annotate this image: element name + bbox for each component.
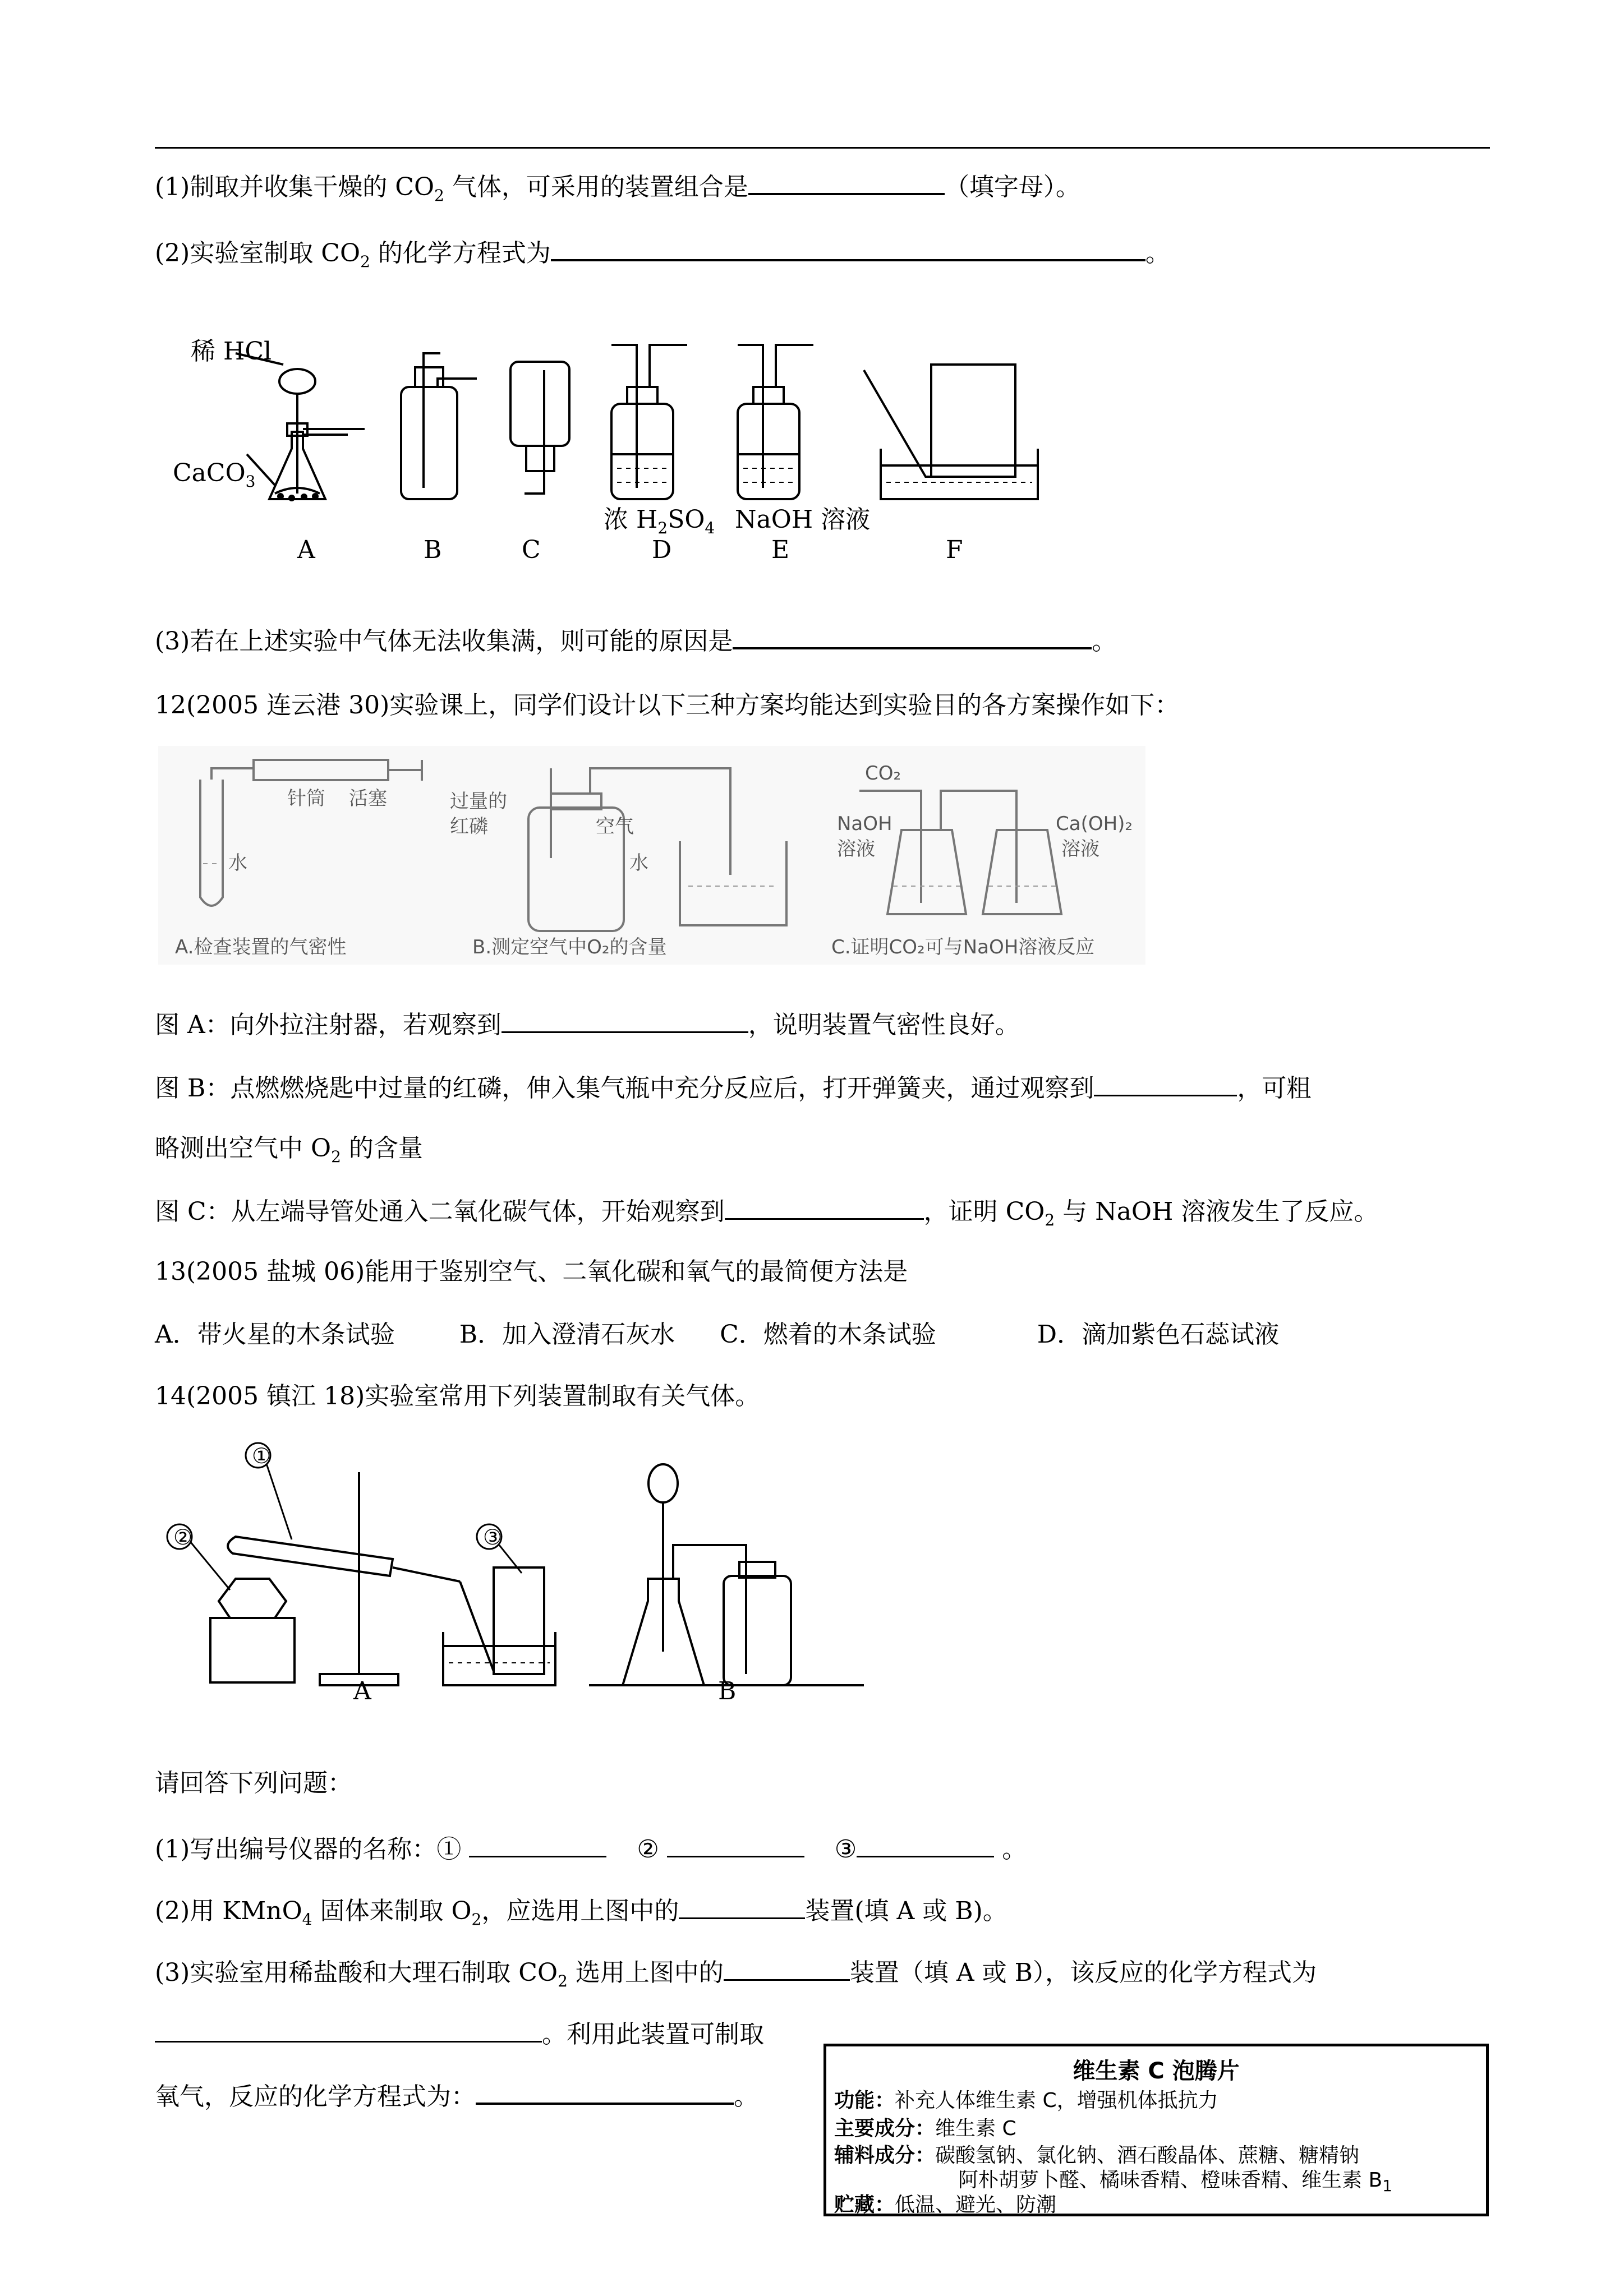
text: 。利用此装置可制取 xyxy=(542,2020,764,2049)
function-row xyxy=(834,2085,1218,2113)
storage-row xyxy=(834,2189,1056,2217)
text: 主要成分： xyxy=(834,2117,936,2140)
vitamin-c-label-box xyxy=(823,2044,1489,2216)
co2-text: CO₂ xyxy=(865,762,901,785)
text: 略测出空气中 O xyxy=(155,1134,332,1163)
caco3-label xyxy=(173,459,255,491)
option-a[interactable]: A．带火星的木条试验 xyxy=(155,1320,395,1349)
red-p-text-1: 过量的 xyxy=(450,790,507,813)
q14-part3-cont xyxy=(155,2016,764,2051)
text: 。 xyxy=(1145,239,1170,268)
text: 的化学方程式为 xyxy=(370,239,551,268)
text: NaOH 溶液 xyxy=(735,505,871,534)
text: 辅料成分： xyxy=(834,2144,936,2167)
letter-f: F xyxy=(946,536,963,564)
e-reagent-label xyxy=(735,499,870,535)
fig-label-a: A xyxy=(353,1677,371,1705)
subscript: 1 xyxy=(1382,2177,1392,2196)
header-rule xyxy=(155,147,1490,149)
text: 功能： xyxy=(834,2089,895,2112)
answer-blank[interactable] xyxy=(857,1831,994,1857)
text: (3)若在上述实验中气体无法收集满，则可能的原因是 xyxy=(155,627,733,656)
text: 图 B：点燃燃烧匙中过量的红磷，伸入集气瓶中充分反应后，打开弹簧夹，通过观察到 xyxy=(155,1074,1094,1103)
answer-blank[interactable] xyxy=(1094,1070,1237,1096)
fig-label-b: B xyxy=(718,1677,737,1705)
vitamin-c-title: 维生素 C 泡腾片 xyxy=(1073,2058,1240,2084)
answer-blank[interactable] xyxy=(155,2016,542,2043)
answer-blank[interactable] xyxy=(502,1007,748,1033)
q13-title: 13(2005 盐城 06)能用于鉴别空气、二氧化碳和氧气的最简便方法是 xyxy=(155,1257,908,1286)
text: ③ xyxy=(834,1835,857,1864)
text: 补充人体维生素 C，增强机体抵抗力 xyxy=(895,2089,1218,2112)
answer-blank[interactable] xyxy=(733,623,1092,649)
plunger-text: 活塞 xyxy=(349,787,387,810)
letter-a: A xyxy=(297,536,315,564)
subscript: 2 xyxy=(360,252,370,271)
water-text: 水 xyxy=(228,852,247,874)
d-reagent-label xyxy=(604,499,715,537)
option-d[interactable]: D．滴加紫色石蕊试液 xyxy=(1037,1320,1280,1349)
answer-blank[interactable] xyxy=(551,234,1145,261)
option-c[interactable]: C．燃着的木条试验 xyxy=(720,1320,936,1349)
marker-3-label: ③ xyxy=(483,1525,503,1550)
caoh-text-2: 溶液 xyxy=(1061,838,1099,860)
text: 气体，可采用的装置组合是 xyxy=(444,173,748,201)
text: 装置（填 A 或 B），该反应的化学方程式为 xyxy=(849,1958,1317,1987)
subscript: 4 xyxy=(302,1910,312,1929)
q14-part3-cont2 xyxy=(155,2078,758,2114)
text: 装置(填 A 或 B)。 xyxy=(805,1897,1007,1925)
answer-blank[interactable] xyxy=(476,2078,734,2105)
text: 。 xyxy=(1002,1835,1027,1864)
text: （填字母）。 xyxy=(944,173,1080,201)
text: ，应选用上图中的 xyxy=(481,1897,679,1925)
marker-2-label: ② xyxy=(173,1525,193,1550)
letter-c: C xyxy=(522,536,541,564)
subscript: 2 xyxy=(471,1910,482,1929)
text: 选用上图中的 xyxy=(567,1958,724,1987)
q14-apparatus-figure xyxy=(163,1439,864,1713)
q14-part3 xyxy=(155,1954,1317,1998)
text: 浓 H xyxy=(604,505,658,534)
subscript: 2 xyxy=(331,1147,341,1166)
text: 与 NaOH 溶液发生了反应。 xyxy=(1055,1197,1379,1226)
main-ingredient-row xyxy=(834,2113,1016,2141)
q12-fig-a-text xyxy=(155,1007,1020,1042)
subscript: 2 xyxy=(657,518,668,537)
answer-blank[interactable] xyxy=(725,1193,924,1220)
text: 贮藏： xyxy=(834,2193,895,2216)
option-b[interactable]: B．加入澄清石灰水 xyxy=(459,1320,675,1349)
subscript: 2 xyxy=(434,186,444,205)
text: SO xyxy=(668,505,705,534)
text: (3)实验室用稀盐酸和大理石制取 CO xyxy=(155,1958,558,1987)
text: 图 C：从左端导管处通入二氧化碳气体，开始观察到 xyxy=(155,1197,725,1226)
text: ，证明 CO xyxy=(923,1197,1045,1226)
text: (1)写出编号仪器的名称：① xyxy=(155,1835,462,1864)
q14-title: 14(2005 镇江 18)实验室常用下列装置制取有关气体。 xyxy=(155,1382,760,1410)
q11-part1 xyxy=(155,168,1080,213)
text: (2)实验室制取 CO xyxy=(155,239,361,268)
water2-text: 水 xyxy=(629,852,648,874)
air-text: 空气 xyxy=(596,815,634,838)
answer-blank[interactable] xyxy=(469,1831,606,1857)
answer-blank[interactable] xyxy=(679,1893,805,1919)
syringe-text: 针筒 xyxy=(287,787,325,810)
subscript: 2 xyxy=(1045,1210,1055,1229)
text: 碳酸氢钠、氯化钠、酒石酸晶体、蔗糖、糖精钠 xyxy=(935,2144,1360,2167)
q11-part2 xyxy=(155,234,1170,279)
text: 氧气，反应的化学方程式为： xyxy=(155,2082,476,2111)
subscript: 3 xyxy=(245,472,256,491)
text: 维生素 C xyxy=(935,2117,1016,2140)
marker-1-label: ① xyxy=(252,1444,272,1468)
text: 。 xyxy=(1092,627,1117,656)
answer-blank[interactable] xyxy=(748,168,945,195)
letter-b: B xyxy=(424,536,442,564)
letter-e: E xyxy=(771,536,790,564)
q11-part3 xyxy=(155,623,1116,658)
red-p-text-2: 红磷 xyxy=(450,815,488,838)
subscript: 2 xyxy=(558,1971,568,1990)
hcl-label xyxy=(191,331,272,367)
subscript: 4 xyxy=(705,518,715,537)
caption-b: B.测定空气中O₂的含量 xyxy=(472,936,667,958)
q13-options xyxy=(155,1318,1279,1352)
caoh-text-1: Ca(OH)₂ xyxy=(1056,813,1133,835)
text: ，可粗 xyxy=(1237,1074,1312,1103)
answer-blank[interactable] xyxy=(724,1954,850,1981)
caption-c: C.证明CO₂可与NaOH溶液反应 xyxy=(831,936,1095,958)
text: CaCO xyxy=(173,459,246,487)
q12-fig-b-text xyxy=(155,1070,1311,1105)
text: 的含量 xyxy=(341,1134,423,1163)
text: ，说明装置气密性良好。 xyxy=(748,1011,1020,1039)
q12-experiment-figure xyxy=(158,746,1145,965)
text: (1)制取并收集干燥的 CO xyxy=(155,173,435,201)
q14-ask: 请回答下列问题： xyxy=(155,1769,352,1797)
q12-fig-b-text-cont xyxy=(155,1132,423,1174)
naoh-text-2: 溶液 xyxy=(837,838,875,860)
text: 稀 HCl xyxy=(191,337,272,366)
text: 固体来制取 O xyxy=(312,1897,472,1925)
letter-d: D xyxy=(652,536,672,564)
text: 低温、避光、防潮 xyxy=(895,2193,1057,2216)
text: ② xyxy=(637,1835,659,1864)
text: 阿朴胡萝卜醛、橘味香精、橙味香精、维生素 B xyxy=(958,2169,1383,2192)
q14-part2 xyxy=(155,1893,1007,1937)
text: (2)用 KMnO xyxy=(155,1897,302,1925)
caption-a: A.检查装置的气密性 xyxy=(175,936,347,958)
text: 。 xyxy=(734,2082,758,2111)
answer-blank[interactable] xyxy=(667,1831,804,1857)
q14-part1 xyxy=(155,1831,1027,1866)
text: 图 A：向外拉注射器，若观察到 xyxy=(155,1011,502,1039)
q12-fig-c-text xyxy=(155,1193,1378,1237)
naoh-text-1: NaOH xyxy=(837,813,892,835)
q12-title: 12(2005 连云港 30)实验课上，同学们设计以下三种方案均能达到实验目的各方案操作如下： xyxy=(155,691,1180,720)
